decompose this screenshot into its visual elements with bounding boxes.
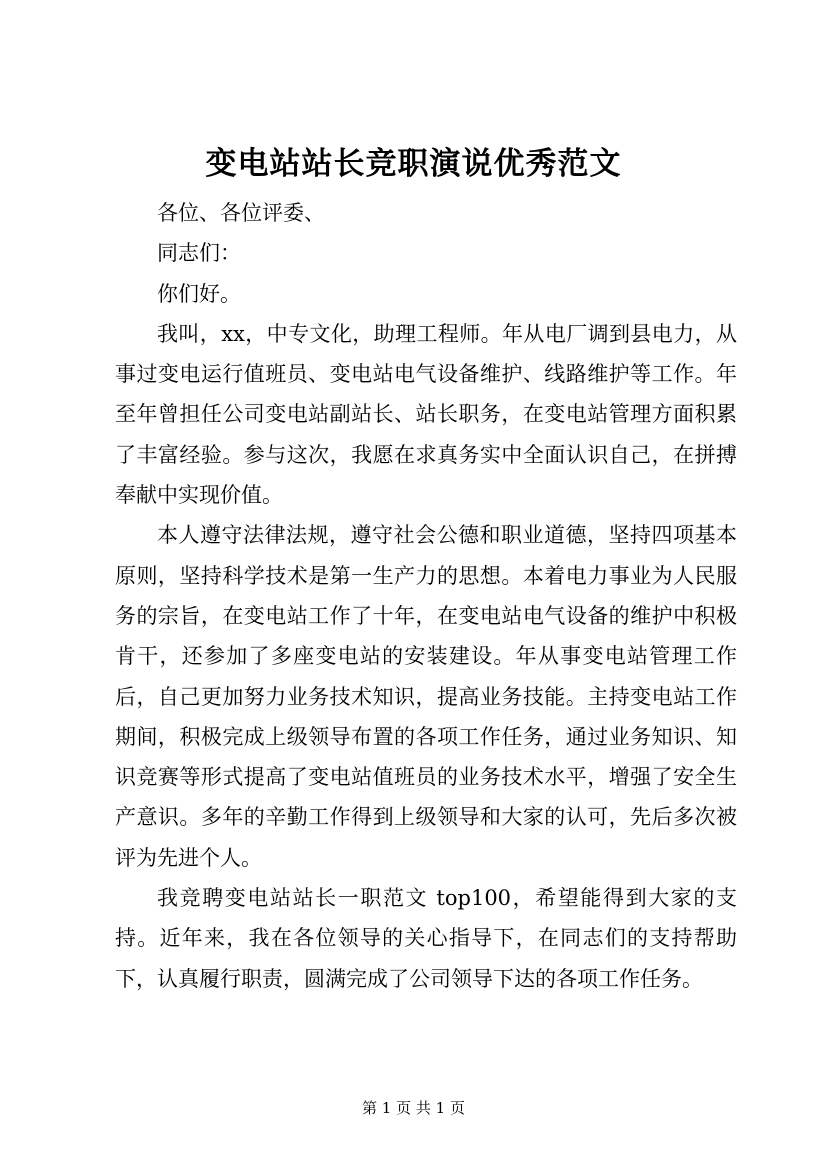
page-footer: 第 1 页 共 1 页 [362, 1099, 465, 1117]
document-title: 变电站站长竞职演说优秀范文 [205, 146, 622, 182]
paragraph-salutation-1: 各位、各位评委、 [157, 201, 325, 225]
paragraph-salutation-2: 同志们： [157, 241, 241, 266]
paragraph-candidacy: 我竞聘变电站站长一职范文 top100，希望能得到大家的支持。近年来，我在各位领导的关心指导下，在同志们的支持帮助下，认真履行职责，圆满完成了公司领导下达的各项工作任务。 [115, 886, 737, 991]
paragraph-experience: 本人遵守法律法规，遵守社会公德和职业道德，坚持四项基本原则，坚持科学技术是第一生产力的思想。本着电力事业为人民服务的宗旨，在变电站工作了十年，在变电站电气设备的维护中积极肯干，还参加了多座变电站的安装建设。年从事变电站管理工作后，自己更加努力业务技术知识，提高业务技能。主持变电站工作期间，积极完成上级领导布置的各项工作任务，通过业务知识、知识竞赛等形式提高了变电站值班员的业务技术水平，增强了安全生产意识。多年的辛勤工作得到上级领导和大家的认可，先后多次被评为先进个人。 [115, 523, 737, 870]
paragraph-introduction: 我叫，xx，中专文化，助理工程师。年从电厂调到县电力，从事过变电运行值班员、变电站电气设备维护、线路维护等工作。年至年曾担任公司变电站副站长、站长职务，在变电站管理方面积累了丰富经验。参与这次，我愿在求真务实中全面认识自己，在拼搏奉献中实现价值。 [115, 321, 737, 508]
document-body [115, 193, 737, 999]
paragraph-greeting: 你们好。 [157, 281, 241, 306]
